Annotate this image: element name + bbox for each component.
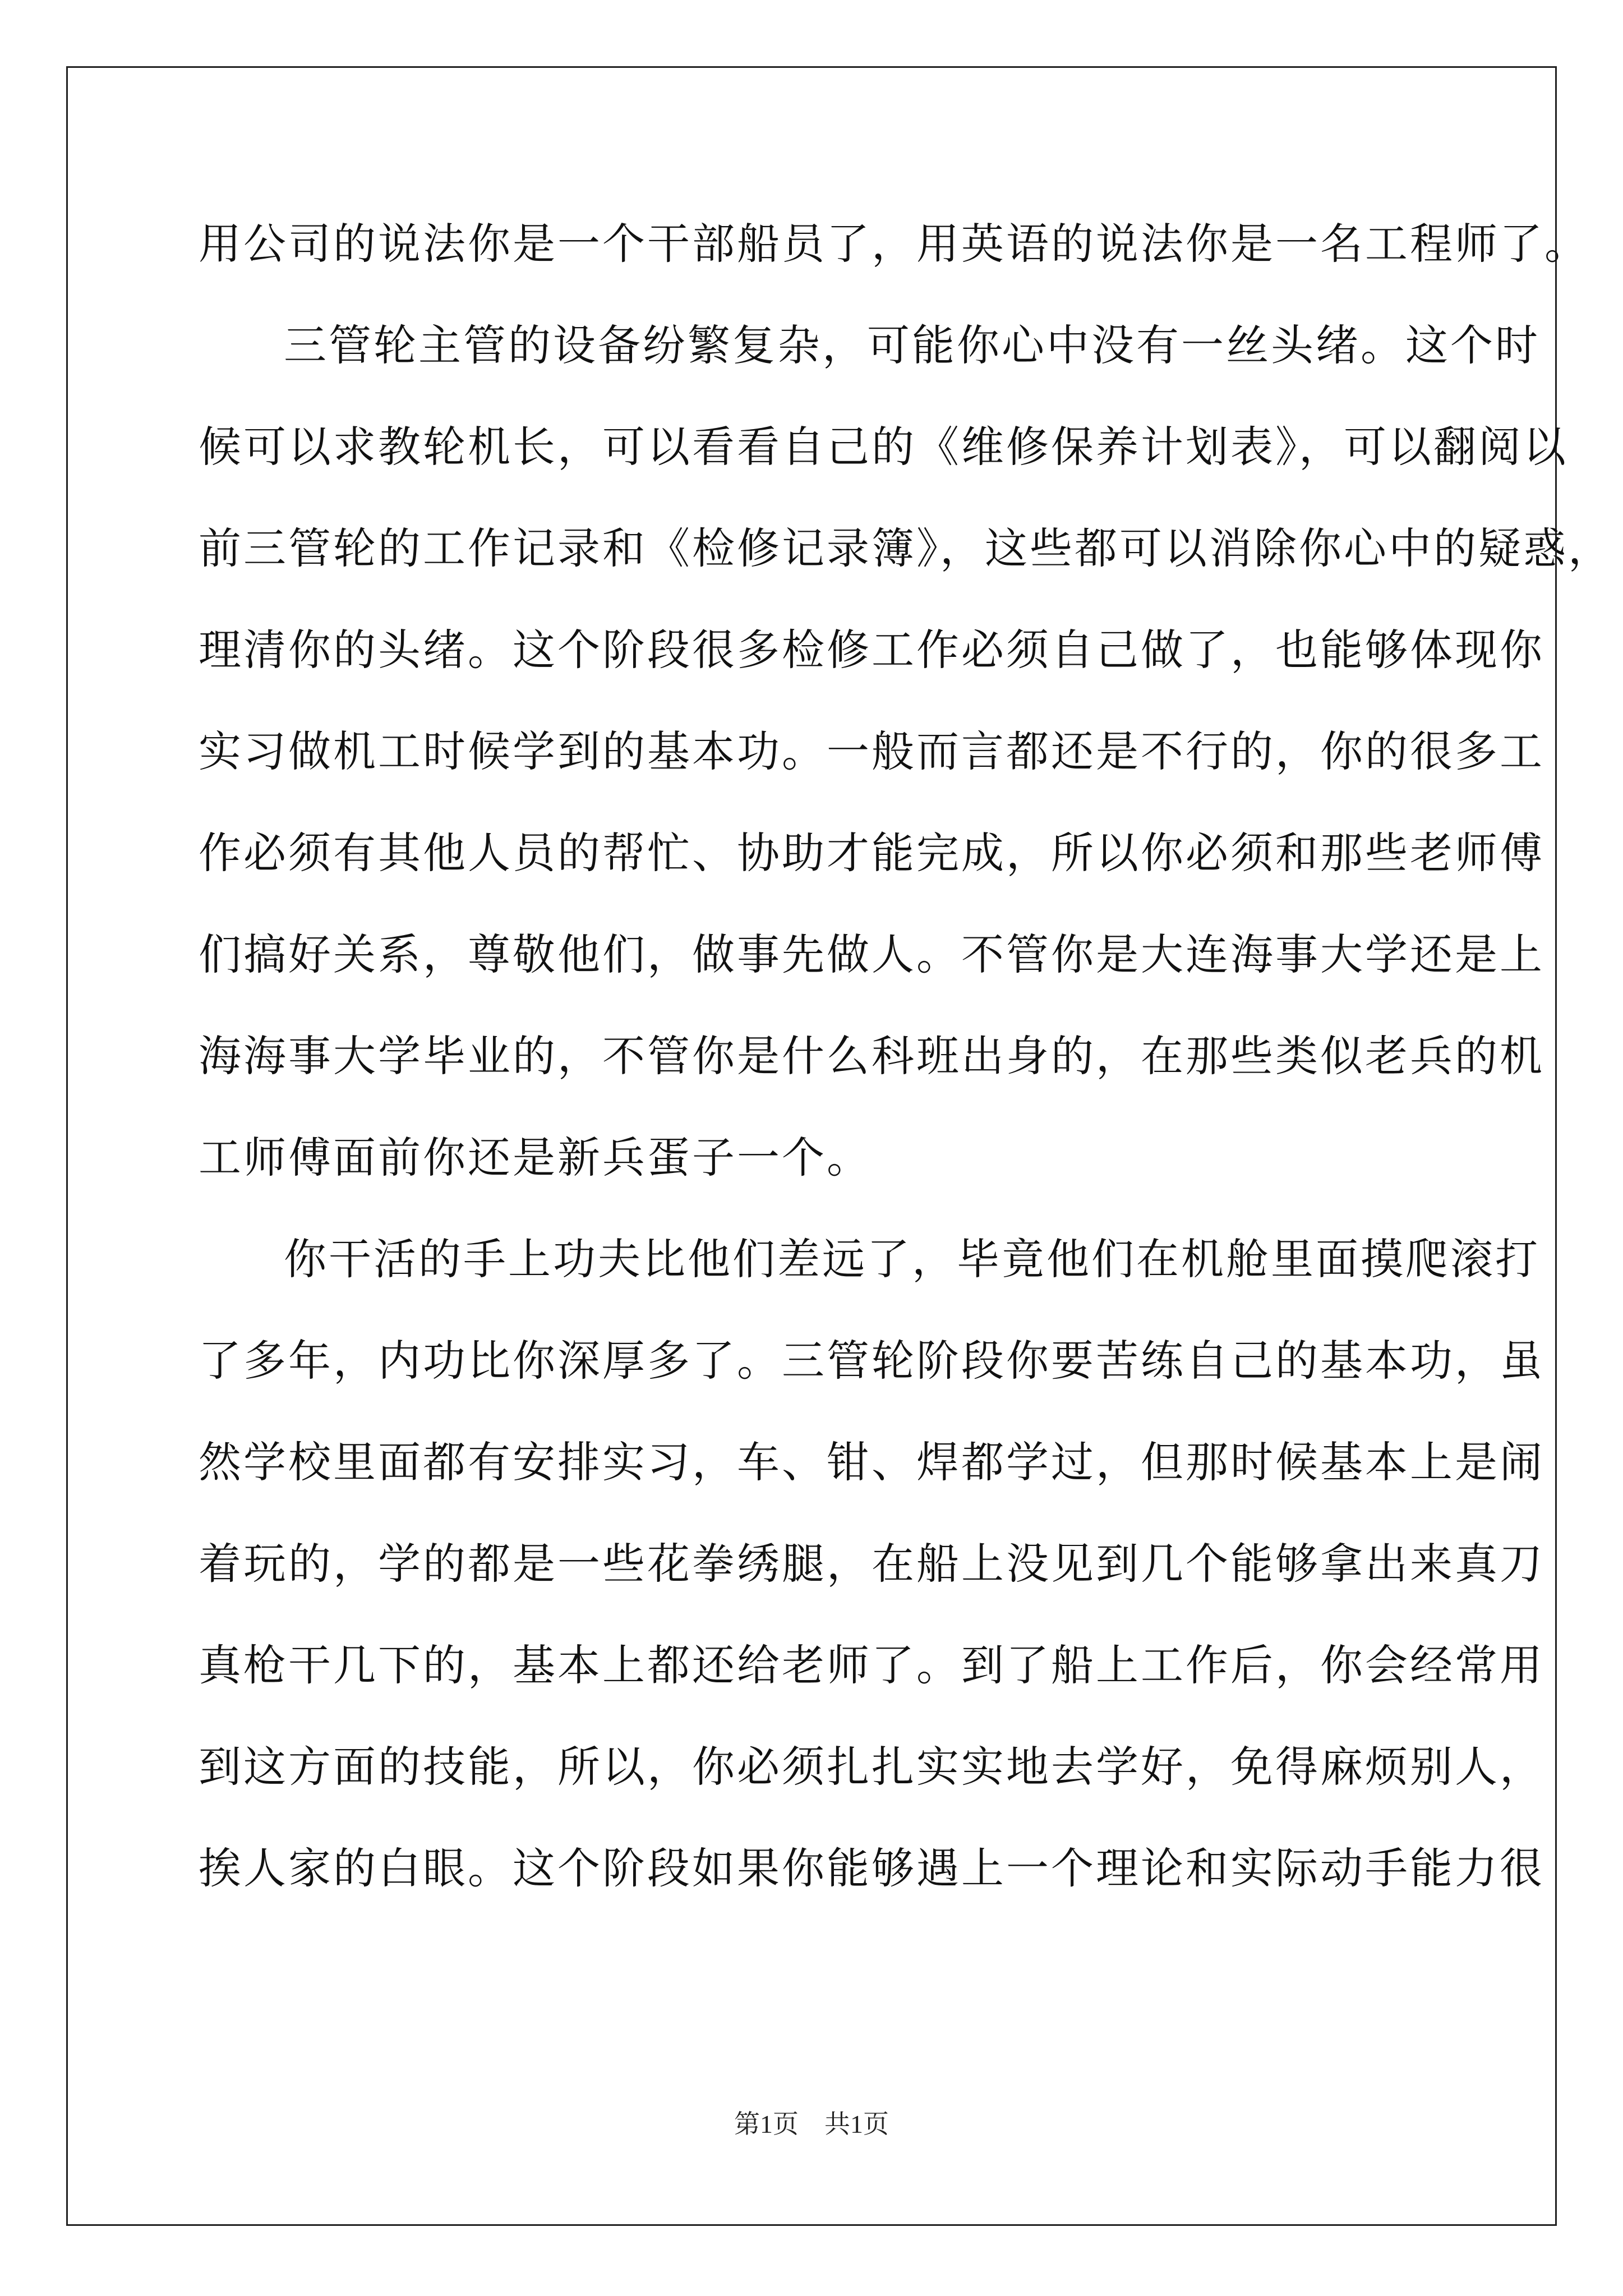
page-footer: 第1页 共1页 xyxy=(734,2110,889,2138)
text-line: 候可以求教轮机长，可以看看自己的《维修保养计划表》，可以翻阅以 xyxy=(199,422,1568,472)
text-line: 海海事大学毕业的，不管你是什么科班出身的，在那些类似老兵的机 xyxy=(199,1031,1544,1081)
paragraph-start-line: 你干活的手上功夫比他们差远了，毕竟他们在机舱里面摸爬滚打 xyxy=(284,1234,1540,1284)
text-line: 挨人家的白眼。这个阶段如果你能够遇上一个理论和实际动手能力很 xyxy=(199,1843,1544,1893)
text-line: 真枪干几下的，基本上都还给老师了。到了船上工作后，你会经常用 xyxy=(199,1640,1544,1690)
text-line: 到这方面的技能，所以，你必须扎扎实实地去学好，免得麻烦别人， xyxy=(199,1742,1544,1792)
text-line: 前三管轮的工作记录和《检修记录簿》，这些都可以消除你心中的疑惑， xyxy=(199,523,1613,573)
text-line: 着玩的，学的都是一些花拳绣腿，在船上没见到几个能够拿出来真刀 xyxy=(199,1539,1544,1589)
text-line: 工师傅面前你还是新兵蛋子一个。 xyxy=(199,1133,872,1182)
text-line: 然学校里面都有安排实习，车、钳、焊都学过，但那时候基本上是闹 xyxy=(199,1437,1544,1487)
text-line: 了多年，内功比你深厚多了。三管轮阶段你要苦练自己的基本功，虽 xyxy=(199,1336,1544,1386)
text-line: 理清你的头绪。这个阶段很多检修工作必须自己做了，也能够体现你 xyxy=(199,625,1544,675)
text-line: 用公司的说法你是一个干部船员了，用英语的说法你是一名工程师了。 xyxy=(199,219,1589,269)
paragraph-start-line: 三管轮主管的设备纷繁复杂，可能你心中没有一丝头绪。这个时 xyxy=(284,320,1540,370)
text-line: 们搞好关系，尊敬他们，做事先做人。不管你是大连海事大学还是上 xyxy=(199,930,1544,979)
text-line: 作必须有其他人员的帮忙、协助才能完成，所以你必须和那些老师傅 xyxy=(199,828,1544,878)
text-line: 实习做机工时候学到的基本功。一般而言都还是不行的，你的很多工 xyxy=(199,726,1544,776)
